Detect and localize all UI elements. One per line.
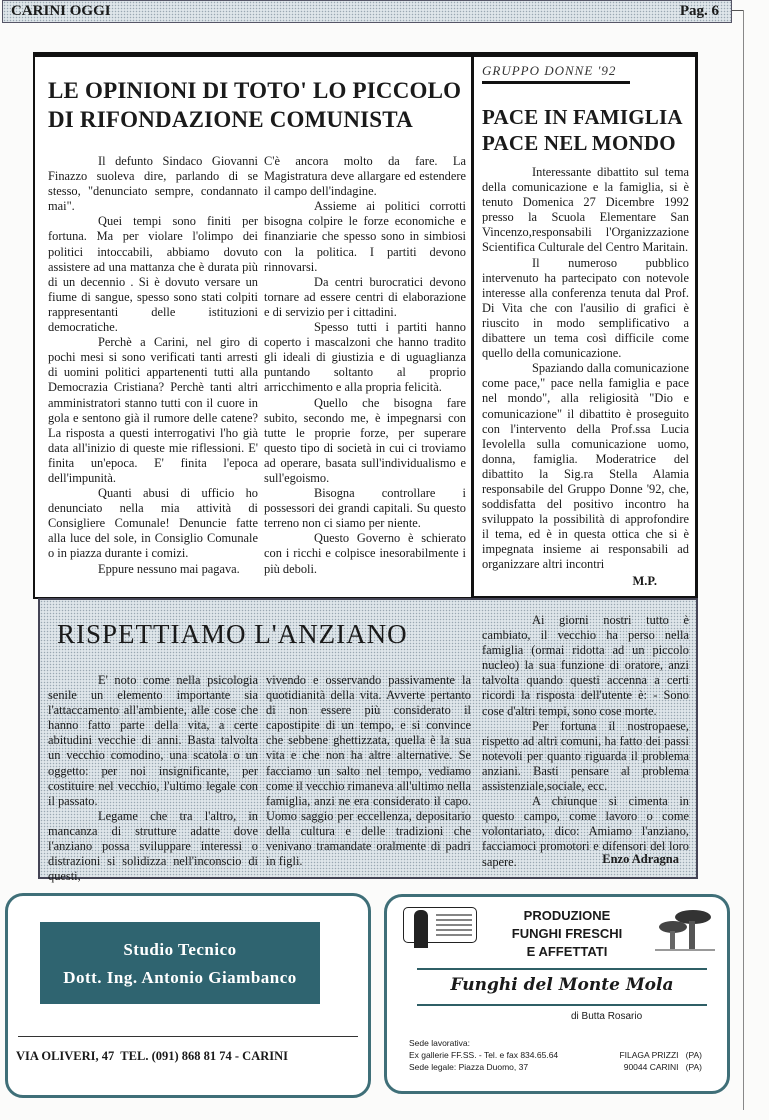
article-pace-kicker: GRUPPO DONNE '92: [482, 63, 617, 78]
article-pace-title: PACE IN FAMIGLIA PACE NEL MONDO: [482, 105, 682, 155]
logo-icon: [403, 907, 477, 943]
paragraph: Bisogna controllare i possessori dei grandi capitali. Su questo terreno non ci siamo per niente.: [264, 486, 466, 531]
article-anziano-signature: Enzo Adragna: [602, 852, 679, 866]
site-label: Sede lavorativa:: [409, 1038, 470, 1048]
ad-studio-name: Studio Tecnico: [123, 940, 237, 959]
article-toto-col2: [264, 154, 466, 577]
article-anziano-col1: [48, 673, 258, 884]
paragraph: Ai giorni nostri tutto è cambiato, il vecchio ha perso nella famiglia (ormai ridotta ad un piccolo nucleo) la sua funzione di oratore, anzi talvolta quando questi accenna a certi ricordi la risposta dell'utente è: - Sono cose d'altri tempi, sono cose morte.: [482, 613, 689, 718]
ad-funghi-brand: Funghi del Monte Mola: [450, 975, 674, 995]
paragraph: Eppure nessuno mai pagava.: [98, 561, 240, 576]
heading-line: PRODUZIONE: [523, 908, 611, 923]
divider: [482, 81, 630, 84]
logo-text-icon: [436, 914, 472, 936]
heading-line: E AFFETTATI: [526, 944, 608, 959]
divider: [417, 968, 707, 970]
divider: [417, 1004, 707, 1006]
paragraph: Assieme ai politici corrotti bisogna colpire le forze economiche e finanziarie che spesso sono in simbiosi con la politica. I partiti devono rinnovarsi.: [264, 199, 466, 274]
ad-funghi-addresses: [409, 1037, 558, 1073]
paragraph: C'è ancora molto da fare. La Magistratura deve allargare ed estendere il campo dell'indagine.: [264, 154, 466, 199]
ad-studio-tecnico: [5, 893, 371, 1098]
worker-figure-icon: [414, 910, 428, 948]
ad-funghi-heading: [487, 907, 647, 961]
paragraph: Il numeroso pubblico intervenuto ha partecipato con notevole interesse alla conferenza tenuta dal Prof. Di Vita che con l'ausilio di grafici è riuscito in modo semplificativo a dibattere un tema così difficile come quello della comunicazione.: [482, 255, 689, 361]
mushroom-icon: [655, 907, 715, 953]
divider: [743, 10, 744, 1110]
paragraph: Legame che tra l'altro, in mancanza di strutture adatte dove l'anziano possa sviluppare interessi o distrazioni si solidizza nell'inconscio di questi,: [48, 808, 258, 884]
legal-address: Sede legale: Piazza Duomo, 37: [409, 1062, 529, 1072]
paragraph: Quei tempi sono finiti per fortuna. Ma per violare l'olimpo dei politici intoccabili, abbiamo dovuto assistere ad una mattanza che è durata più di un decennio . Si è dovuto versare un fiume di sangue, spesso sono stati colpiti rappresentanti delle istituzioni democratiche.: [48, 214, 258, 335]
site-address: Ex gallerie FF.SS. - Tel. e fax 834.65.64: [409, 1050, 559, 1060]
article-anziano-title: RISPETTIAMO L'ANZIANO: [57, 619, 408, 649]
page-number: Pag. 6: [679, 3, 719, 19]
paragraph: Quello che bisogna fare subito, secondo me, è impegnarsi con tutte le proprie forze, per superare questo tipo di società in cui ci troviamo ad operare, basata sull'individualismo e sull'egoismo.: [264, 395, 466, 485]
ad-funghi-owner: di Butta Rosario: [571, 1011, 643, 1022]
article-pace-body: [482, 165, 689, 573]
paragraph: E' noto come nella psicologia senile un elemento importante sia l'attaccamento all'ambiente, alle cose che hanno fatto parte della vita, a certe abitudini vecchie di anni. Basta talvolta un vecchio comodino, una scatola o un oggetto: per noi insignificante, per costituire nel vecchio, l'ultimo legale con il passato.: [48, 673, 258, 808]
paragraph: Spesso tutti i partiti hanno coperto i mascalzoni che hanno tradito gli ideali di giustizia e di uguaglianza puntando soltanto al proprio arricchimento e alla propria felicità.: [264, 320, 466, 395]
ad-funghi: [384, 894, 730, 1094]
heading-line: FUNGHI FRESCHI: [511, 926, 623, 941]
ad-funghi-locations: [602, 1049, 702, 1073]
article-toto-col1: [48, 154, 258, 577]
paragraph: vivendo e osservando passivamente la quotidianità della vita. Avverte pertanto di non essere più considerato il capostipite di un tempo, e si convince che sebbene ghettizzata, quella è la sua vita e che non ha altre alternative. Se facciamo un salto nel tempo, vediamo come il vecchio rimaneva all'ultimo nella famiglia, anzi ne era considerato il capo. Uomo saggio per eccellenza, depositario della cultura e delle tradizioni che venivano tramandate oralmente di padri in figli.: [266, 673, 471, 869]
paragraph: Spaziando dalla comunicazione come pace," pace nella famiglia e pace nel mondo", alla religiosità "Dio e comunicazione" il dibattito è proseguito con l'intervento della Prof.ssa Lucia Ievolella sulla comunicazione uomo, donna, famiglia. Moderatrice del dibattito la Sig.ra Stella Alamia responsabile del Gruppo Donne '92, che, soddisfatta del positivo incontro ha sviluppato la possibilità di approfondire il tema, ed è in questa ottica che si è impegnata insieme ai responsabili ad organizzare altri incontri: [482, 361, 689, 572]
location: 90044 CARINI: [623, 1062, 679, 1072]
ad-studio-engineer: Dott. Ing. Antonio Giambanco: [63, 968, 297, 987]
paragraph: Quanti abusi di ufficio ho denunciato nella mia attività di Consigliere Comunale! Denuncie fatte alla luce del sole, in Consiglio Comunale o in piazza durante i comizi.: [48, 486, 258, 561]
divider: [18, 1036, 358, 1037]
article-anziano-col3: [482, 613, 689, 870]
paragraph: Questo Governo è schierato con i ricchi e colpisce inesorabilmente i più deboli.: [264, 531, 466, 576]
province: (PA): [685, 1050, 702, 1060]
paragraph: A chiunque si cimenta in questo campo, come lavoro o come volontariato, dico: Amiamo l'anziano, facciamoci promotori e difensori del loro sapere.: [482, 794, 689, 869]
article-pace-signature: M.P.: [632, 574, 657, 588]
paragraph: Per fortuna il nostropaese, rispetto ad altri comuni, ha fatto dei passi notevoli per quanto riguarda il problema anziani. Basti pensare al problema assistenziale,sociale, ecc.: [482, 718, 689, 794]
newspaper-title: CARINI OGGI: [11, 3, 111, 19]
paragraph: Il defunto Sindaco Giovanni Finazzo suoleva dire, parlando di se stesso, "denunciato sempre, condannato mai".: [48, 154, 258, 214]
province: (PA): [685, 1062, 702, 1072]
paragraph: Perchè a Carini, nel giro di pochi mesi si sono verificati tanti arresti di uomini politici appartenenti tutti alla Democrazia Cristiana? Perchè tanti altri amministratori stanno tutti con il cuore in gola e sentono già il rumore delle catene? La risposta a questi interrogativi l'ho già data all'inizio di queste mie riflessioni. E' finita un'epoca. E' finita l'epoca dell'impunità.: [48, 335, 258, 485]
ad-studio-address: VIA OLIVERI, 47 TEL. (091) 868 81 74 - CARINI: [16, 1049, 289, 1063]
paragraph: Da centri burocratici devono tornare ad essere centri di elaborazione e di servizio per i cittadini.: [264, 274, 466, 319]
article-toto-title: LE OPINIONI DI TOTO' LO PICCOLO DI RIFONDAZIONE COMUNISTA: [48, 78, 462, 132]
article-anziano-col2: [266, 673, 471, 869]
location: FILAGA PRIZZI: [619, 1050, 679, 1060]
paragraph: Interessante dibattito sul tema della comunicazione e la famiglia, si è tenuto Domenica 27 Dicembre 1992 presso la Scuola Elementare San Vincenzo,responsabili l'Organizzazione Scientifica Culturale del Centro Maritain.: [482, 165, 689, 255]
ad-studio-banner: [40, 922, 320, 1004]
page-header: [2, 0, 732, 23]
